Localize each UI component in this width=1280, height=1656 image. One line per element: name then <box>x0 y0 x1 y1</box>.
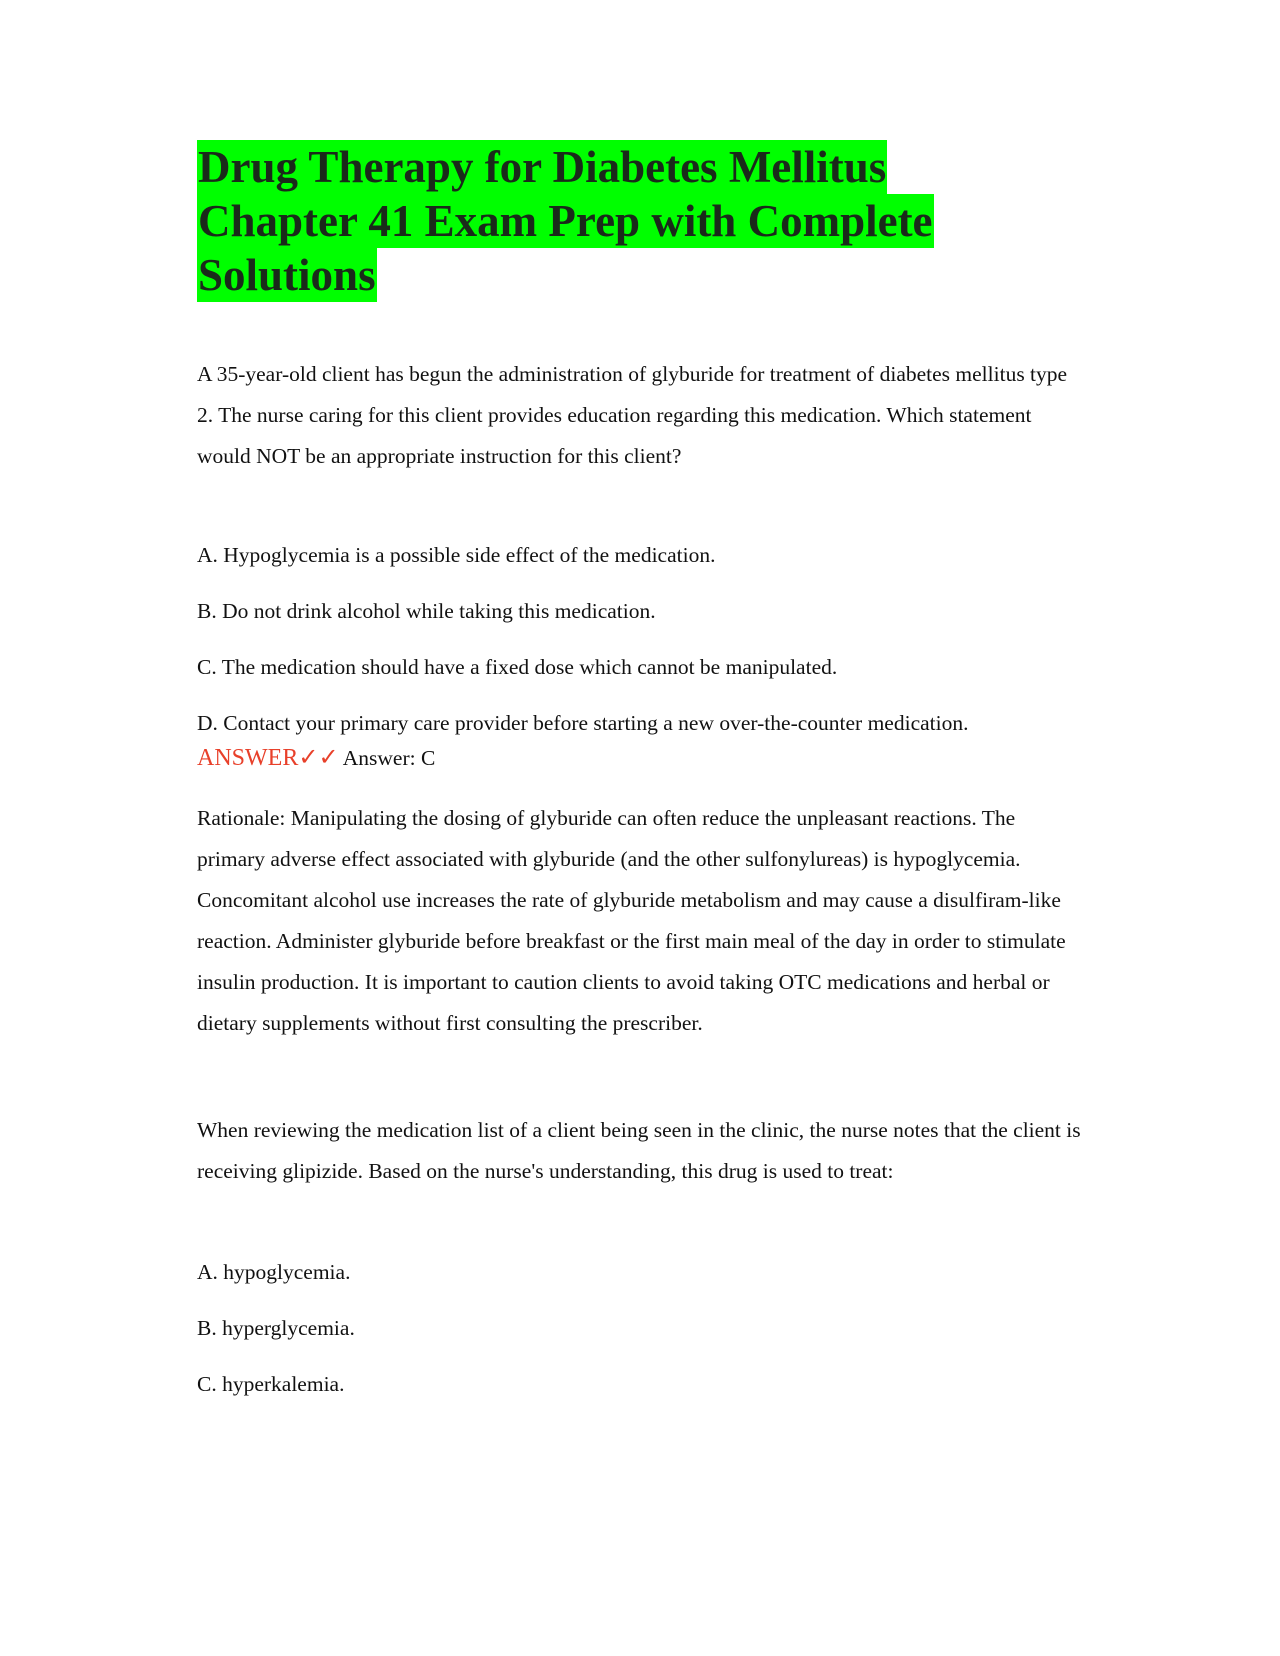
question-2-option-c: C. hyperkalemia. <box>197 1372 345 1396</box>
question-1-option-d: D. Contact your primary care provider before starting a new over-the-counter medication. <box>197 711 969 735</box>
question-1-stem: A 35-year-old client has begun the administration of glyburide for treatment of diabetes mellitus type 2. The nurse caring for this client provides education regarding this medication. Which statement would NOT be an appropriate instruction for this client? <box>197 362 1068 468</box>
question-1-answer <box>197 743 1087 773</box>
answer-label: ANSWER✓✓ <box>197 745 339 771</box>
title-line-2: Chapter 41 Exam Prep with Complete <box>198 196 933 246</box>
question-2-option-a: A. hypoglycemia. <box>197 1260 351 1284</box>
question-1-option-c: C. The medication should have a fixed dose which cannot be manipulated. <box>197 655 838 679</box>
question-1-option-b: B. Do not drink alcohol while taking this medication. <box>197 599 656 623</box>
answer-text: Answer: C <box>342 746 436 770</box>
question-2-options <box>197 1258 1087 1398</box>
question-1-option-a: A. Hypoglycemia is a possible side effect of the medication. <box>197 543 716 567</box>
question-2-option-b: B. hyperglycemia. <box>197 1316 355 1340</box>
question-2-stem: When reviewing the medication list of a client being seen in the clinic, the nurse notes that the client is receiving glipizide. Based on the nurse's understanding, this drug is used to treat: <box>197 1118 1081 1183</box>
question-1-rationale: Rationale: Manipulating the dosing of glyburide can often reduce the unpleasant reactions. The primary adverse effect associated with glyburide (and the other sulfonylureas) is hypoglycemia. Concomitant alcohol use increases the rate of glyburide metabolism and may cause a disulfiram-like reaction. Administer glyburide before breakfast or the first main meal of the day in order to stimulate insulin production. It is important to caution clients to avoid taking OTC medications and herbal or dietary supplements without first consulting the prescriber. <box>197 806 1066 1035</box>
document-content <box>197 140 1087 1426</box>
title-line-1: Drug Therapy for Diabetes Mellitus <box>198 142 887 192</box>
title-line-3: Solutions <box>198 250 376 300</box>
question-1-options <box>197 541 1087 737</box>
document-title <box>197 140 1087 302</box>
